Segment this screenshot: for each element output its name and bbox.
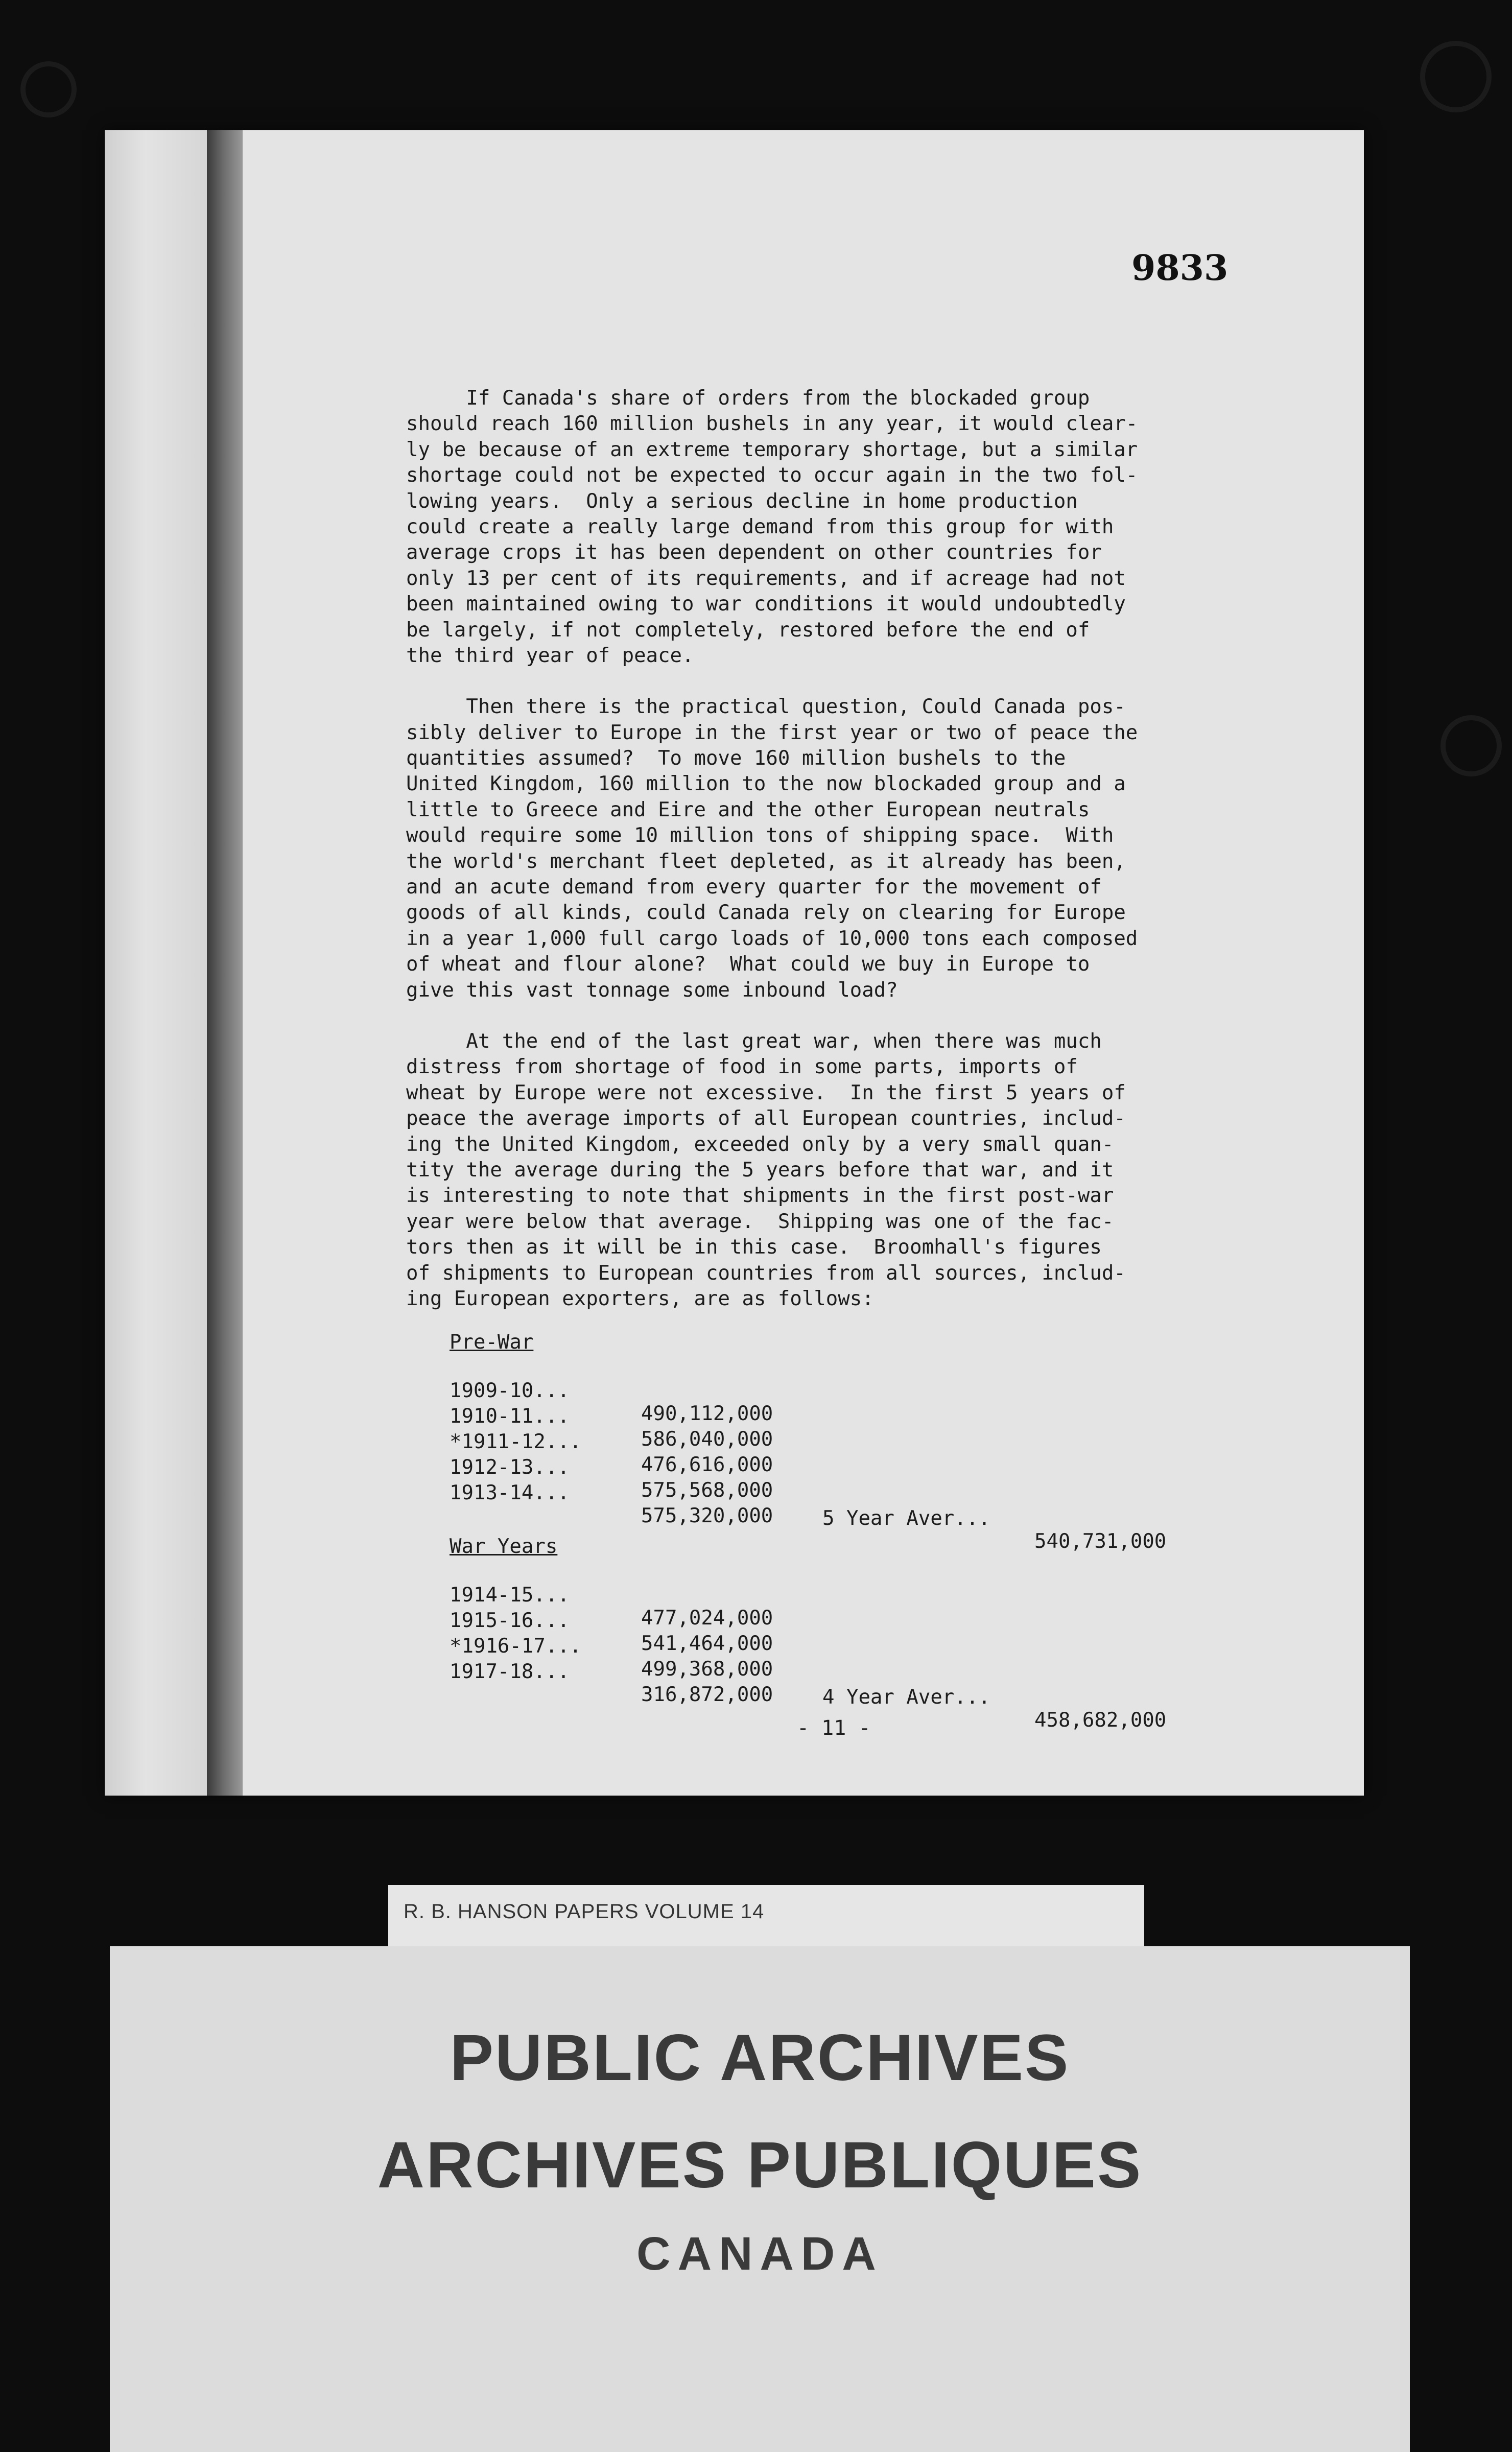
text-line: tors then as it will be in this case. Broomhall's figures [406, 1236, 1102, 1259]
row-year: 1917-18... [450, 1660, 570, 1683]
average-value: 458,682,000 [1034, 1709, 1167, 1732]
text-line: sibly deliver to Europe in the first year or two of peace the [406, 721, 1138, 744]
prewar-heading: Pre-War [450, 1331, 534, 1354]
paragraph-2 [406, 694, 1223, 1003]
text-line: wheat by Europe were not excessive. In the first 5 years of [406, 1081, 1126, 1104]
paragraph-1 [406, 386, 1223, 669]
text-line: and an acute demand from every quarter for the movement of [406, 876, 1102, 899]
text-line: of shipments to European countries from all sources, includ- [406, 1261, 1126, 1285]
row-year: 1912-13... [450, 1456, 570, 1479]
archive-country: CANADA [636, 2228, 883, 2280]
text-line: average crops it has been dependent on other countries for [406, 541, 1102, 564]
row-value: 477,024,000 [641, 1607, 773, 1630]
text-line: tity the average during the 5 years before that war, and it [406, 1158, 1114, 1182]
row-year: 1915-16... [450, 1609, 570, 1632]
text-line: is interesting to note that shipments in the first post-war [406, 1184, 1114, 1208]
text-line: shortage could not be expected to occur again in the two fol- [406, 464, 1138, 487]
row-value: 490,112,000 [641, 1402, 773, 1425]
archive-title-fr: ARCHIVES PUBLIQUES [377, 2129, 1143, 2202]
row-value: 499,368,000 [641, 1658, 773, 1681]
text-line: should reach 160 million bushels in any year, it would clear- [406, 412, 1138, 436]
row-year: 1910-11... [450, 1405, 570, 1428]
average-label: 5 Year Aver... [822, 1507, 990, 1530]
footer-page-number: - 11 - [797, 1716, 871, 1740]
row-year: 1909-10... [450, 1379, 570, 1402]
text-line: United Kingdom, 160 million to the now blockaded group and a [406, 772, 1126, 796]
row-value: 541,464,000 [641, 1632, 773, 1655]
text-line: give this vast tonnage some inbound load? [406, 978, 898, 1002]
archive-title-en: PUBLIC ARCHIVES [450, 2021, 1070, 2094]
paragraph-3 [406, 1029, 1223, 1312]
archive-stamp-card [110, 1946, 1410, 2452]
war-years-heading: War Years [450, 1535, 558, 1558]
page-gutter-shadow [207, 130, 243, 1796]
row-year: *1916-17... [450, 1635, 582, 1658]
text-line: lowing years. Only a serious decline in home production [406, 489, 1078, 513]
text-line: quantities assumed? To move 160 million bushels to the [406, 747, 1066, 770]
text-line: would require some 10 million tons of shipping space. With [406, 824, 1114, 847]
text-line: distress from shortage of food in some parts, imports of [406, 1055, 1078, 1079]
row-year: 1914-15... [450, 1584, 570, 1607]
text-line: If Canada's share of orders from the blockaded group [406, 387, 1090, 410]
average-label: 4 Year Aver... [822, 1686, 990, 1709]
row-value: 575,568,000 [641, 1479, 773, 1502]
page-number: 9833 [1131, 248, 1228, 289]
row-value: 476,616,000 [641, 1453, 773, 1476]
text-line: year were below that average. Shipping was one of the fac- [406, 1210, 1114, 1233]
volume-label: R. B. HANSON PAPERS VOLUME 14 [404, 1900, 765, 1923]
body-text [406, 386, 1223, 1337]
text-line: the world's merchant fleet depleted, as it already has been, [406, 850, 1126, 873]
text-line: little to Greece and Eire and the other European neutrals [406, 798, 1090, 821]
text-line: of wheat and flour alone? What could we buy in Europe to [406, 953, 1090, 976]
text-line: ly be because of an extreme temporary shortage, but a similar [406, 438, 1138, 461]
text-line: ing European exporters, are as follows: [406, 1287, 874, 1310]
text-line: ing the United Kingdom, exceeded only by a very small quan- [406, 1133, 1114, 1156]
text-line: in a year 1,000 full cargo loads of 10,000 tons each composed [406, 927, 1138, 950]
row-year: *1911-12... [450, 1430, 582, 1453]
text-line: could create a really large demand from this group for with [406, 515, 1114, 538]
archive-label-strip [388, 1885, 1144, 1946]
row-value: 575,320,000 [641, 1504, 773, 1527]
text-line: be largely, if not completely, restored before the end of [406, 618, 1090, 642]
text-line: Then there is the practical question, Could Canada pos- [406, 695, 1126, 719]
row-value: 316,872,000 [641, 1683, 773, 1706]
text-line: only 13 per cent of its requirements, and if acreage had not [406, 567, 1126, 590]
text-line: the third year of peace. [406, 644, 694, 667]
text-line: been maintained owing to war conditions it would undoubtedly [406, 593, 1126, 616]
text-line: At the end of the last great war, when there was much [406, 1029, 1102, 1053]
text-line: peace the average imports of all European countries, includ- [406, 1107, 1126, 1130]
average-value: 540,731,000 [1034, 1530, 1167, 1553]
text-line: goods of all kinds, could Canada rely on clearing for Europe [406, 901, 1126, 925]
row-value: 586,040,000 [641, 1428, 773, 1451]
row-year: 1913-14... [450, 1481, 570, 1504]
page-edge [105, 130, 207, 1796]
